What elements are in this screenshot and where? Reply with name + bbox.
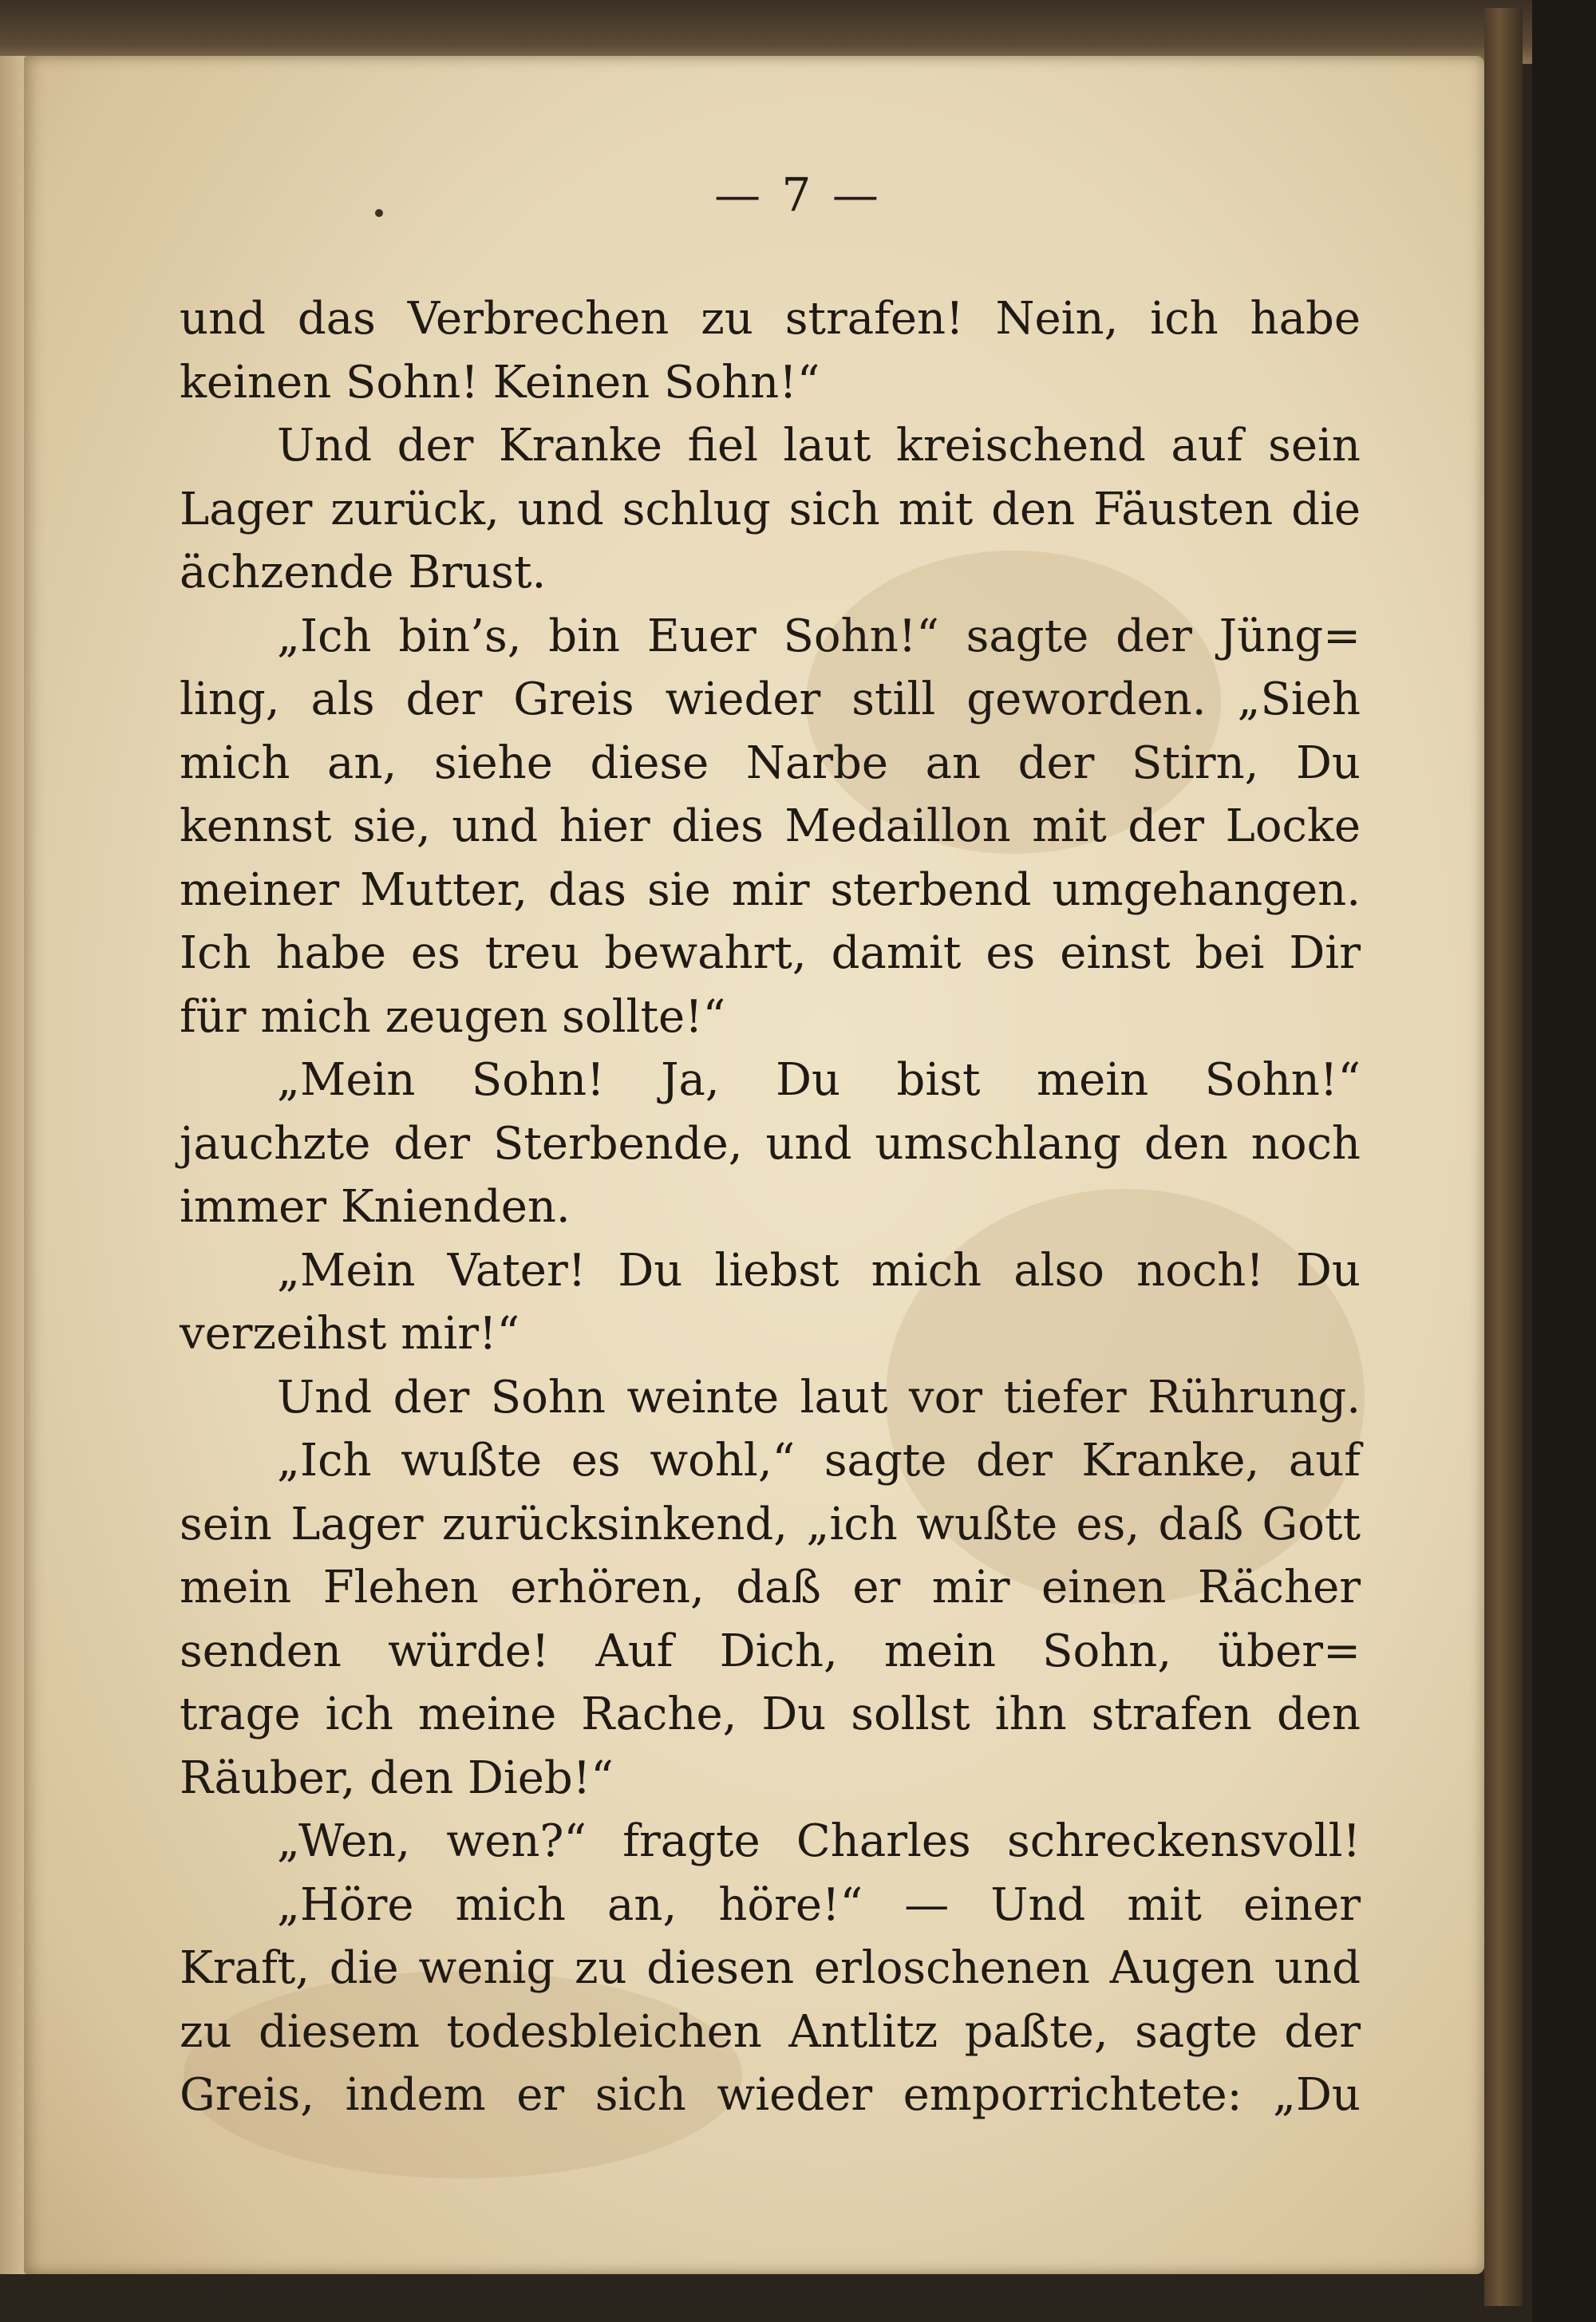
text-line: Räuber, den Dieb!“ [180,1751,614,1804]
book-top-edge [0,0,1532,64]
text-line: für mich zeugen sollte!“ [180,990,726,1043]
text-line: meiner Mutter, das sie mir sterbend umgehangen. [180,863,1361,916]
text-line: Ich habe es treu bewahrt, damit es einst bei Dir [180,927,1361,979]
text-line: keinen Sohn! Keinen Sohn!“ [180,356,820,409]
text-line: „Mein Vater! Du liebst mich also noch! Du [277,1244,1361,1297]
text-line: Greis, indem er sich wieder emporrichtete: „Du [180,2069,1361,2121]
page-number-header: — 7 — [714,168,882,222]
text-line: senden würde! Auf Dich, mein Sohn, über= [180,1625,1361,1677]
text-line: jauchzte der Sterbende, und umschlang den noch [180,1117,1361,1170]
text-line: „Wen, wen?“ fragte Charles schreckensvoll! [277,1815,1361,1867]
text-line: „Mein Sohn! Ja, Du bist mein Sohn!“ [277,1054,1361,1106]
text-line: ling, als der Greis wieder still geworden. „Sieh [180,673,1361,725]
text-line: Lager zurück, und schlug sich mit den Fäusten die [180,483,1361,535]
text-line: ächzende Brust. [180,547,547,598]
text-line: „Ich wußte es wohl,“ sagte der Kranke, auf [277,1435,1361,1487]
text-line: Kraft, die wenig zu diesen erloschenen Augen und [180,1942,1361,1994]
text-line: trage ich meine Rache, Du sollst ihn strafen den [180,1688,1361,1740]
text-line: „Höre mich an, höre!“ — Und mit einer [277,1878,1361,1931]
text-line: zu diesem todesbleichen Antlitz paßte, sagte der [180,2005,1361,2058]
page-text [180,287,1361,2127]
text-line: verzeihst mir!“ [180,1308,520,1360]
text-line: „Ich bin’s, bin Euer Sohn!“ sagte der Jüng= [277,610,1361,662]
text-line: und das Verbrechen zu strafen! Nein, ich habe [180,293,1361,345]
text-line: kennst sie, und hier dies Medaillon mit der Locke [180,800,1361,852]
book-cover-edge [1484,8,1523,2306]
text-line: Und der Sohn weinte laut vor tiefer Rührung. [277,1371,1361,1424]
text-line: mein Flehen erhören, daß er mir einen Rächer [180,1562,1361,1613]
text-line: sein Lager zurücksinkend, „ich wußte es, daß Gott [180,1498,1361,1550]
text-line: mich an, siehe diese Narbe an der Stirn, Du [180,736,1361,789]
text-line: immer Knienden. [180,1181,571,1233]
text-line: Und der Kranke fiel laut kreischend auf sein [277,420,1361,472]
